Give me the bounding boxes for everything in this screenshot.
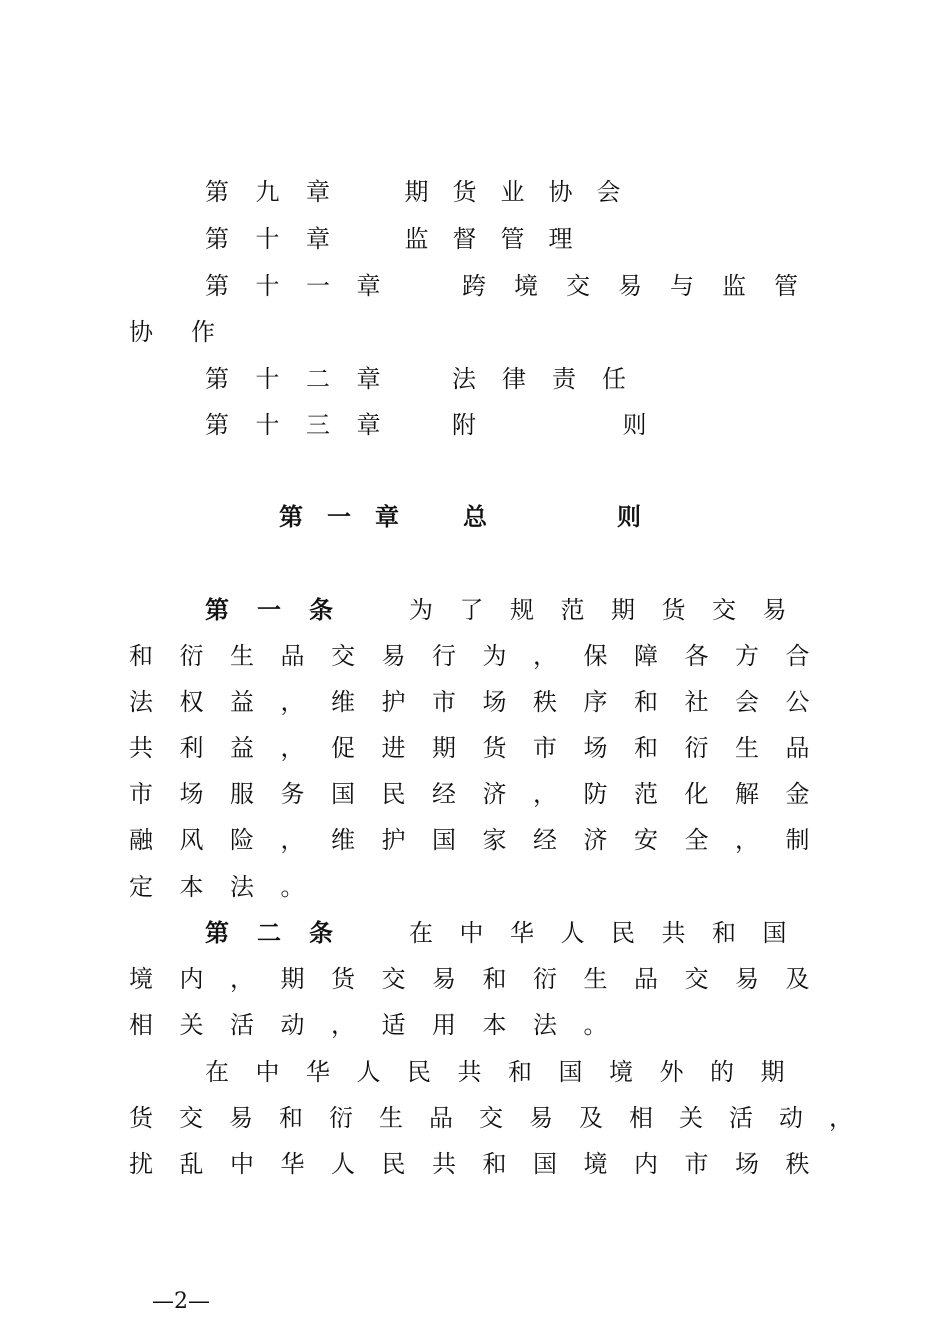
chapter-number: 第一章 bbox=[279, 503, 423, 531]
toc-chapter-number: 第十三章 bbox=[205, 411, 407, 439]
toc-chapter-number: 第十一章 bbox=[205, 272, 407, 300]
article-line bbox=[205, 595, 813, 625]
chapter-title-part: 总 bbox=[463, 503, 511, 531]
toc-chapter-title: 法律责任 bbox=[452, 365, 652, 393]
article-line: 境内，期货交易和衍生品交易及 bbox=[129, 965, 836, 993]
toc-entry-chapter-9 bbox=[205, 177, 645, 207]
toc-chapter-number: 第九章 bbox=[205, 178, 357, 206]
toc-chapter-number: 第十章 bbox=[205, 225, 357, 253]
article-label: 第二条 bbox=[205, 919, 361, 947]
article-line: 融风险，维护国家经济安全，制 bbox=[129, 826, 836, 854]
toc-chapter-title: 期货业协会 bbox=[404, 178, 645, 206]
toc-chapter-title-part: 则 bbox=[622, 411, 673, 439]
toc-chapter-number: 第十二章 bbox=[205, 365, 407, 393]
article-line: 法权益，维护市场秩序和社会公 bbox=[129, 688, 836, 716]
toc-chapter-title: 跨境交易与监管 bbox=[462, 272, 826, 300]
article-line bbox=[205, 918, 813, 948]
article-line: 和衍生品交易行为，保障各方合 bbox=[129, 642, 836, 670]
toc-entry-chapter-10 bbox=[205, 224, 597, 254]
toc-entry-chapter-13 bbox=[205, 410, 673, 440]
toc-entry-chapter-11 bbox=[205, 271, 826, 301]
article-line: 定本法。 bbox=[129, 873, 331, 901]
article-text: 在中华人民共和国 bbox=[409, 919, 813, 947]
article-line: 扰乱中华人民共和国境内市场秩 bbox=[129, 1150, 836, 1178]
page-number: —2— bbox=[152, 1289, 210, 1314]
toc-chapter-title: 监督管理 bbox=[404, 225, 597, 253]
article-line: 共利益，促进期货市场和衍生品 bbox=[129, 734, 836, 762]
article-line: 市场服务国民经济，防范化解金 bbox=[129, 780, 836, 808]
article-line: 在中华人民共和国境外的期 bbox=[205, 1058, 811, 1086]
toc-entry-chapter-11-continued bbox=[129, 317, 253, 347]
article-label: 第一条 bbox=[205, 596, 361, 624]
chapter-title-part: 则 bbox=[617, 503, 665, 531]
article-line: 相关活动，适用本法。 bbox=[129, 1011, 634, 1039]
toc-chapter-title-continued: 协作 bbox=[129, 318, 253, 346]
chapter-heading bbox=[279, 502, 665, 532]
toc-entry-chapter-12 bbox=[205, 364, 652, 394]
article-text: 为了规范期货交易 bbox=[409, 596, 813, 624]
toc-chapter-title-part: 附 bbox=[452, 411, 503, 439]
article-line: 货交易和衍生品交易及相关活动， bbox=[129, 1104, 879, 1132]
